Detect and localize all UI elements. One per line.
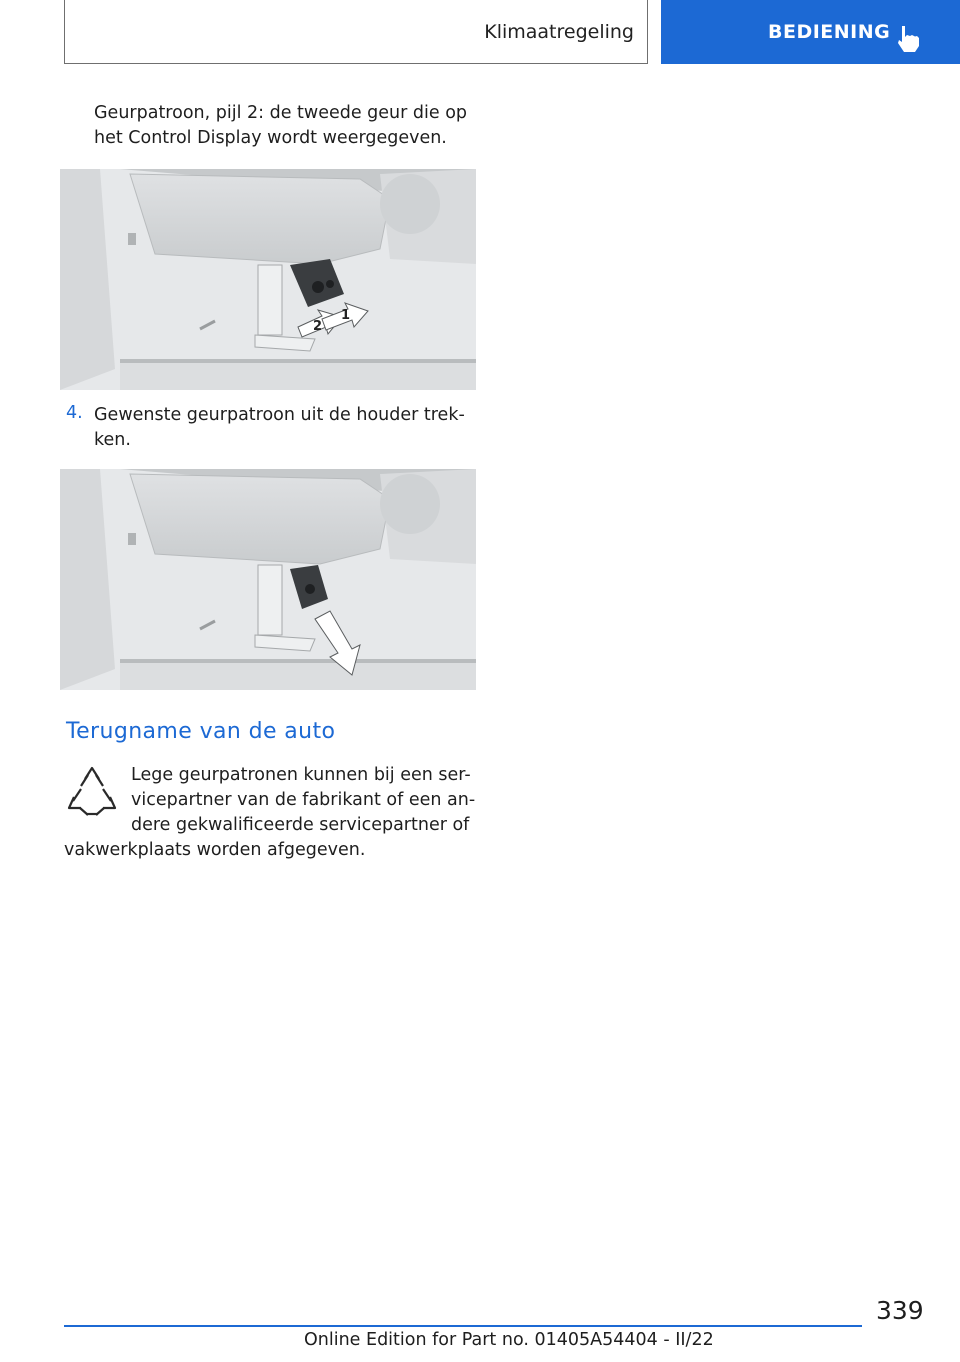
recycle-paragraph-indented <box>131 763 475 838</box>
section-heading: Terugname van de auto <box>66 719 336 744</box>
step-line: Gewenste geurpatroon uit de houder trek- <box>94 405 465 425</box>
recycle-line: Lege geurpatronen kunnen bij een ser- <box>131 765 471 785</box>
figure-illustration <box>60 169 476 390</box>
chapter-title: Klimaatregeling <box>484 20 634 43</box>
footer-edition: Online Edition for Part no. 01405A54404 - II/22 <box>304 1330 714 1350</box>
figure-illustration <box>60 469 476 690</box>
footer-divider <box>64 1325 862 1327</box>
chapter-tab <box>64 0 648 64</box>
intro-paragraph <box>94 101 467 151</box>
pointing-hand-icon <box>893 24 923 54</box>
arrow-label-1: 1 <box>341 308 351 323</box>
step-number: 4. <box>66 403 83 423</box>
figure-fragrance-holder-arrows <box>60 169 476 390</box>
recycle-icon <box>66 765 118 819</box>
step-text <box>94 403 465 453</box>
recycle-line: dere gekwalificeerde servicepartner of <box>131 815 470 835</box>
recycle-paragraph-last <box>64 838 365 863</box>
page-number: 339 <box>876 1296 924 1325</box>
figure-pull-cartridge <box>60 469 476 690</box>
recycle-line: vakwerkplaats worden afgegeven. <box>64 840 366 860</box>
intro-line: Geurpatroon, pijl 2: de tweede geur die op <box>94 103 468 123</box>
recycle-line: vicepartner van de fabrikant of een an- <box>131 790 476 810</box>
step-line: ken. <box>94 430 131 450</box>
arrow-label-2: 2 <box>313 319 323 334</box>
section-title: BEDIENING <box>768 21 891 43</box>
intro-line: het Control Display wordt weergegeven. <box>94 128 447 148</box>
